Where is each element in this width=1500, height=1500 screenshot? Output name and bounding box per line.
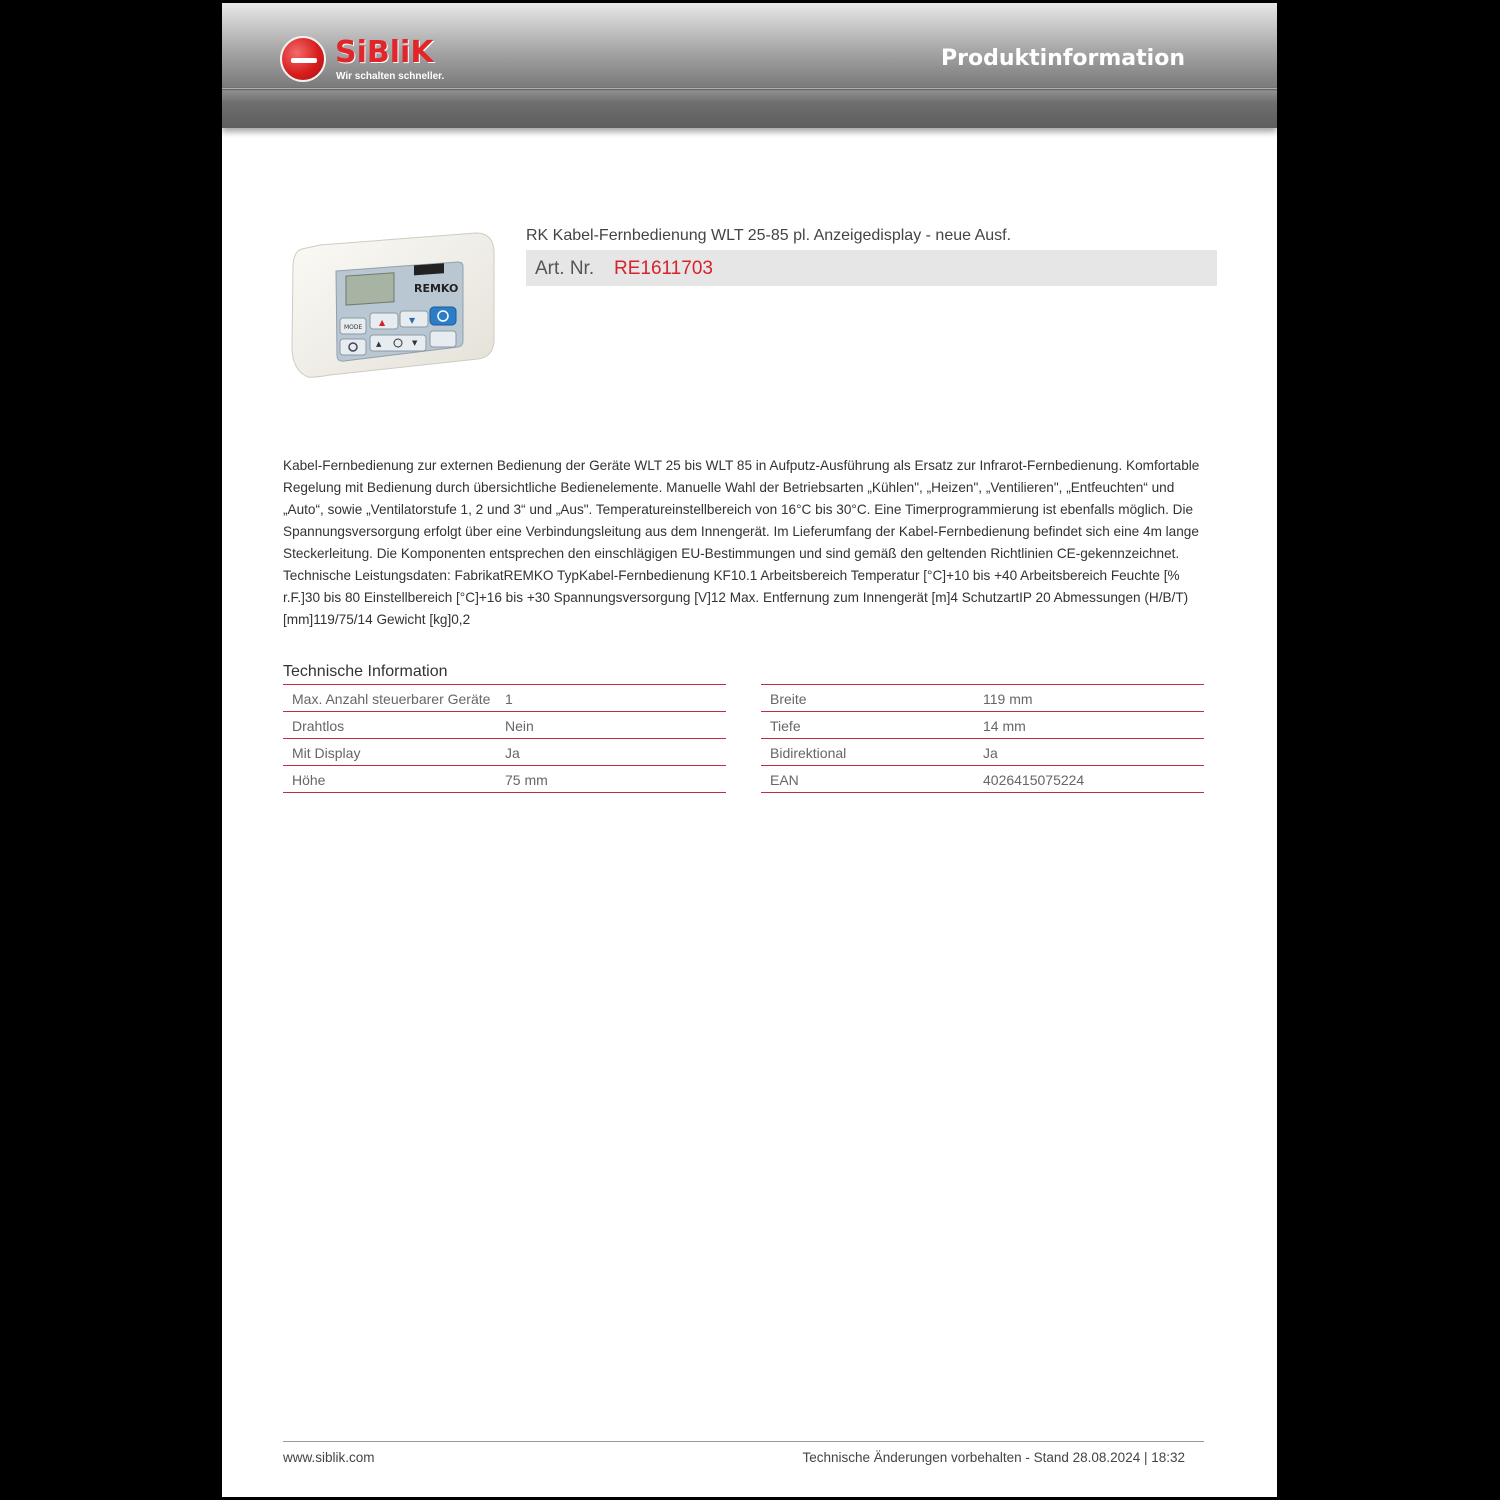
product-image (290, 231, 495, 378)
footer-divider (283, 1441, 1204, 1442)
tech-table-right (761, 684, 1204, 793)
table-row (283, 712, 726, 739)
device-logo-text: REMKO (414, 282, 459, 295)
spec-key: EAN (770, 772, 799, 788)
logo-tagline: Wir schalten schneller. (336, 71, 445, 82)
article-number-value: RE1611703 (614, 258, 713, 279)
device-mode-label: MODE (344, 324, 363, 331)
table-row (761, 685, 1204, 712)
spec-value: 4026415075224 (983, 772, 1085, 788)
device-timer-up: ▲ (376, 340, 382, 348)
spec-key: Bidirektional (770, 745, 847, 761)
product-description: Kabel-Fernbedienung zur externen Bedienung der Geräte WLT 25 bis WLT 85 in Aufputz-Ausführung als Ersatz zur Infrarot-Fernbedienung. Komfortable Regelung mit Bedienung durch übersichtliche Bedienelemente. Manuelle Wahl der Betriebsarten „Kühlen", „Heizen", „Ventilieren", „Entfeuchten“ und „Auto“, sowie „Ventilatorstufe 1, 2 und 3“ und „Aus". Temperatureinstellbereich von 16°C bis 30°C. Eine Timerprogrammierung ist ebenfalls möglich. Die Spannungsversorgung erfolgt über eine Verbindungsleitung aus dem Innengerät. Im Lieferumfang der Kabel-Fernbedienung befindet sich eine 4m lange Steckerleitung. Die Komponenten entsprechen den einschlägigen EU-Bestimmungen und sind gemäß den geltenden Richtlinien CE-gekennzeichnet. Technische Leistungsdaten: FabrikatREMKO TypKabel-Fernbedienung KF10.1 Arbeitsbereich Temperatur [°C]+10 bis +40 Arbeitsbereich Feuchte [% r.F.]30 bis 80 Einstellbereich [°C]+16 bis +30 Spannungsversorgung [V]12 Max. Entfernung zum Innengerät [m]4 SchutzartIP 20 Abmessungen (H/B/T)[mm]119/75/14 Gewicht [kg]0,2 (283, 458, 1200, 627)
spec-value: 1 (505, 691, 513, 707)
table-row (283, 766, 726, 793)
table-row (283, 685, 726, 712)
spec-value: 14 mm (983, 718, 1026, 734)
table-row (761, 766, 1204, 793)
spec-value: Ja (505, 745, 520, 761)
spec-key: Mit Display (292, 745, 361, 761)
product-title: RK Kabel-Fernbedienung WLT 25-85 pl. Anzeigedisplay - neue Ausf. (526, 227, 1012, 244)
logo-brand-name: SiBliK (335, 35, 434, 70)
spec-value: 75 mm (505, 772, 548, 788)
page-title: Produktinformation (941, 46, 1185, 71)
device-timer-down: ▼ (412, 339, 418, 347)
device-down-arrow: ▼ (409, 316, 416, 325)
table-row (761, 739, 1204, 766)
footer-note: Technische Änderungen vorbehalten - Stand 28.08.2024 | 18:32 (802, 1450, 1185, 1465)
tech-table-left (283, 684, 726, 793)
footer-website-link[interactable]: www.siblik.com (283, 1450, 375, 1465)
spec-key: Drahtlos (292, 718, 345, 734)
document-page (222, 3, 1277, 1497)
spec-key: Tiefe (770, 718, 801, 734)
siblik-logo (280, 36, 480, 86)
spec-value: Ja (983, 745, 998, 761)
article-number-bar (526, 250, 1217, 286)
tech-info-heading: Technische Information (283, 663, 448, 680)
spec-value: Nein (505, 718, 534, 734)
spec-key: Höhe (292, 772, 326, 788)
page-header (222, 3, 1277, 128)
spec-value: 119 mm (983, 691, 1033, 707)
article-number-label: Art. Nr. (535, 258, 595, 279)
table-row (283, 739, 726, 766)
logo-emblem-icon (280, 36, 326, 82)
spec-key: Max. Anzahl steuerbarer Geräte (292, 691, 491, 707)
device-up-arrow: ▲ (379, 318, 386, 327)
header-divider (222, 88, 1277, 89)
table-row (761, 712, 1204, 739)
spec-key: Breite (770, 691, 807, 707)
